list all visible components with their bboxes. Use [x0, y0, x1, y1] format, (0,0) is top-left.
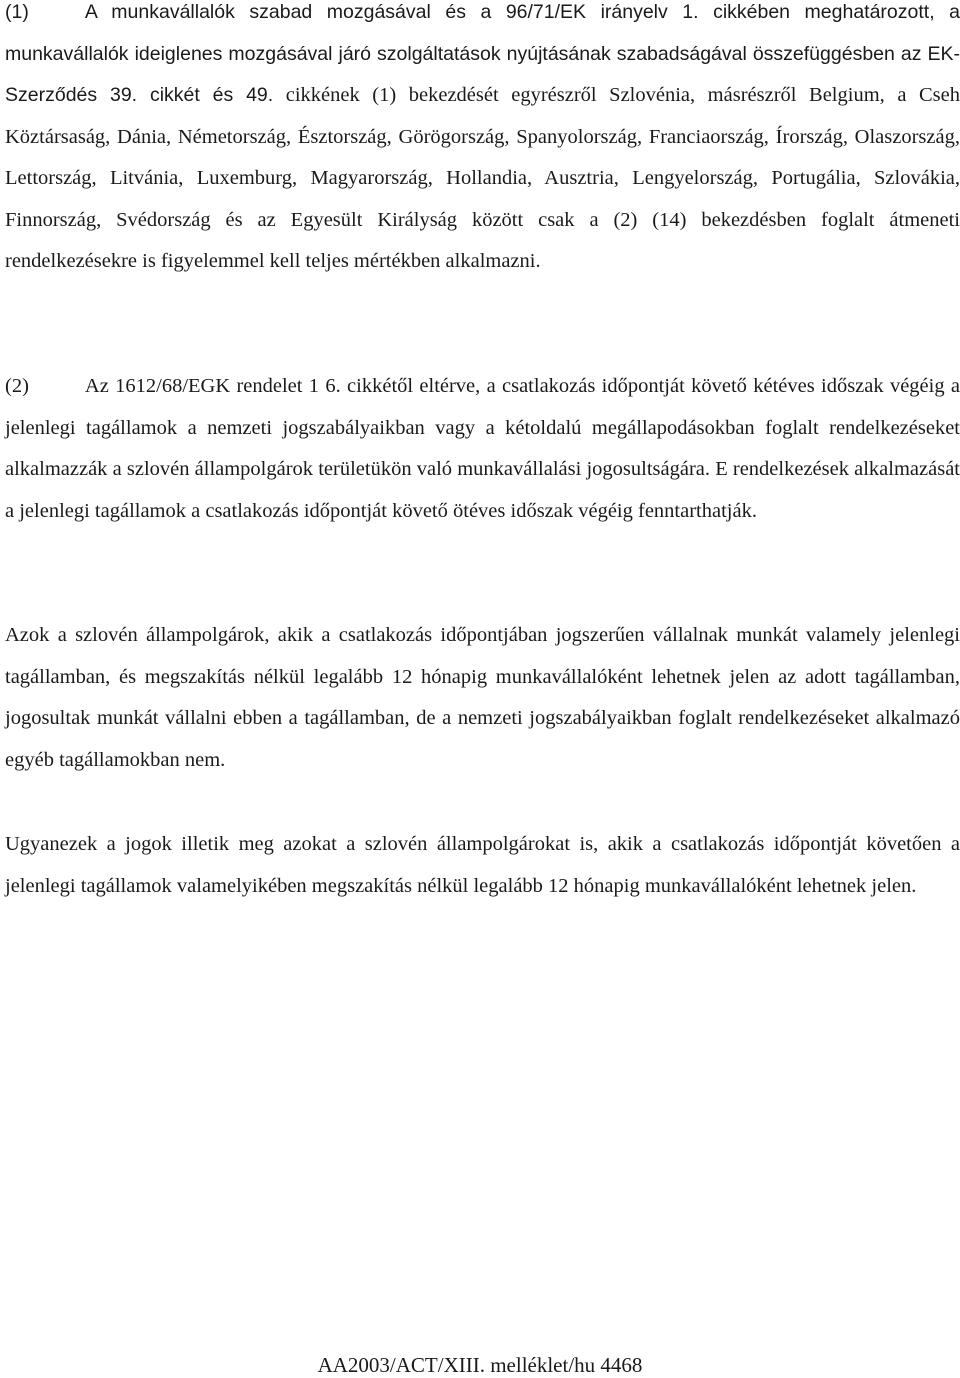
paragraph-2	[5, 366, 960, 532]
paragraph-3	[5, 615, 960, 781]
paragraph-1-number: (1)	[5, 1, 29, 23]
paragraph-1-text: cikkének (1) bekezdését egyrészről Szlovénia, másrészről Belgium, a Cseh Köztársaság, Dánia, Németország, Észtország, Görögország, Spanyolország, Franciaország, Írország, Olaszország, Lettország, Litvánia, Luxemburg, Magyarország, Hollandia, Ausztria, Lengyelország, Portugália, Szlovákia, Finnország, Svédország és az Egyesült Királyság között csak a (2) (14) bekezdésben foglalt átmeneti rendelkezésekre is figyelemmel kell teljes mértékben alkalmazni.	[5, 84, 960, 272]
paragraph-2-text: Az 1612/68/EGK rendelet 1 6. cikkétől eltérve, a csatlakozás időpontját követő kétéves időszak végéig a jelenlegi tagállamok a nemzeti jogszabályaikban vagy a kétoldalú megállapodásokban foglalt rendelkezéseket alkalmazzák a szlovén állampolgárok területükön való munkavállalási jogosultságára. E rendelkezések alkalmazását a jelenlegi tagállamok a csatlakozás időpontját követő ötéves időszak végéig fenntarthatják.	[5, 375, 960, 522]
page-footer: AA2003/ACT/XIII. melléklet/hu 4468	[317, 1353, 643, 1377]
paragraph-2-number: (2)	[5, 375, 29, 397]
paragraph-1	[5, 0, 960, 283]
paragraph-4-text: Ugyanezek a jogok illetik meg azokat a szlovén állampolgárokat is, akik a csatlakozás időpontját követően a jelenlegi tagállamok valamelyikében megszakítás nélkül legalább 12 hónapig munkavállalóként lehetnek jelen.	[5, 833, 960, 897]
paragraph-4	[5, 824, 960, 907]
paragraph-1-lead-text: A munkavállalók szabad mozgásával és a 96/71/EK irányelv 1. cikkében meghatározott, a munkavállalók ideiglenes mozgásával járó szolgáltatások nyújtásának szabadságával összefüggésben az EK-Szerződés 39. cikkét és 49.	[5, 1, 960, 106]
paragraph-3-text: Azok a szlovén állampolgárok, akik a csatlakozás időpontjában jogszerűen vállalnak munkát valamely jelenlegi tagállamban, és megszakítás nélkül legalább 12 hónapig munkavállalóként lehetnek jelen az adott tagállamban, jogosultak munkát vállalni ebben a tagállamban, de a nemzeti jogszabályaikban foglalt rendelkezéseket alkalmazó egyéb tagállamokban nem.	[5, 624, 960, 771]
